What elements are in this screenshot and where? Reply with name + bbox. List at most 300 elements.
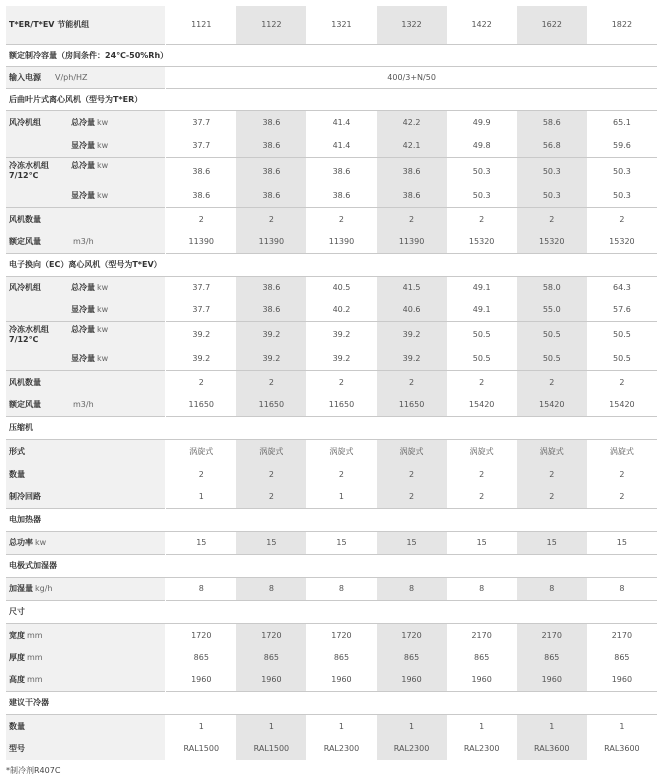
table-cell: 2 [619,469,625,479]
row-label-wrap [9,277,165,299]
table-cell: RAL2300 [377,738,447,760]
row-unit: kw [97,283,109,292]
row-label [6,277,166,300]
section-title: 额定制冷容量（房间条件：24℃-50%Rh） [6,45,657,67]
table-cell: 50.3 [517,185,587,208]
table-cell: 2170 [587,624,657,648]
model-header-cell: 1822 [611,20,633,29]
table-cell: 58.0 [517,277,587,300]
table-cell: 11650 [236,394,306,417]
row-group-label: 形式 [9,446,25,456]
table-cell: RAL3600 [604,744,640,753]
table-cell: 2 [377,486,447,509]
table-cell: 2 [306,371,376,395]
row-group-label: 数量 [9,469,25,479]
table-row [6,158,657,186]
row-sub-label [71,283,108,293]
model-header-cell: 1322 [377,6,447,45]
table-cell: 1720 [306,624,376,648]
table-cell: RAL2300 [323,744,360,753]
table-cell: 2 [517,208,587,232]
table-cell: 11390 [188,237,214,246]
row-group-label: 加湿量 [9,584,33,593]
table-cell: 2 [198,469,204,479]
table-cell: RAL2300 [463,744,500,753]
table-cell: 涡旋式 [306,440,376,464]
footnote: *制冷剂R407C [6,766,61,775]
row-label-wrap [9,348,165,370]
table-row [6,371,657,395]
row-label [6,231,166,254]
table-cell: 55.0 [517,299,587,322]
table-cell: 40.5 [306,277,376,300]
row-sub-label-text: 显冷量 [71,191,95,200]
table-cell: 2 [517,371,587,395]
spec-table [6,6,657,760]
table-cell: 40.6 [377,299,447,322]
table-cell: 50.5 [612,354,631,363]
row-label-wrap [9,371,165,394]
table-cell: 50.3 [472,191,491,200]
section-title: 后曲叶片式离心风机（型号为T*ER） [6,89,657,111]
row-label-wrap [9,440,165,463]
table-cell: RAL3600 [517,738,587,760]
table-cell: 38.6 [192,191,211,200]
row-label-wrap [9,463,165,486]
table-cell: 1 [587,715,657,739]
table-cell: 50.3 [447,158,517,186]
row-label [6,624,166,648]
table-row [6,208,657,232]
table-cell: 11390 [377,231,447,254]
table-cell: 59.6 [612,140,631,150]
row-label-wrap [9,158,165,185]
table-row [6,738,657,760]
table-cell: 1 [306,715,376,739]
table-header-title: T*ER/T*EV 节能机组 [9,20,90,29]
table-cell: 865 [474,653,490,662]
table-cell: 11390 [328,237,355,246]
row-sub-label-text: 总冷量 [71,325,95,334]
table-cell: 15 [447,532,517,555]
row-label [6,486,166,509]
table-cell: 56.8 [517,134,587,158]
row-group-label: 风冷机组 [9,283,41,292]
section-title: 电加热器 [6,509,657,532]
table-cell: 2 [377,463,447,486]
row-label [6,348,166,371]
row-group-label: 额定风量 [9,237,41,246]
row-label-wrap [9,231,165,253]
table-cell: 1960 [331,675,352,684]
table-cell: 2 [236,486,306,509]
row-unit: kw [97,140,109,150]
row-label-wrap [9,624,165,647]
row-group-label: 冷冻水机组 7/12℃ [9,161,49,180]
section-row [6,89,657,111]
table-cell: 42.2 [377,111,447,135]
row-label-wrap [9,486,165,508]
row-label [6,299,166,322]
row-sub-label [71,191,108,201]
table-cell: 涡旋式 [587,440,657,464]
row-label [6,738,166,760]
row-label-wrap [9,738,165,760]
row-group-label: 风机数量 [9,214,41,224]
table-cell: 15320 [468,237,495,246]
row-label [6,67,166,89]
row-unit: kw [97,305,109,314]
table-cell: 1720 [166,624,237,648]
row-unit: mm [27,675,43,684]
table-cell: 39.2 [377,322,447,349]
table-cell: 49.1 [447,277,517,300]
spec-table-body [6,6,657,760]
row-unit: kw [35,538,47,547]
table-cell: 865 [517,647,587,669]
table-cell: 8 [587,578,657,601]
table-cell: 49.9 [447,111,517,135]
row-sub-label-text: 总冷量 [71,161,95,170]
row-label [6,134,166,158]
row-group-label: 额定风量 [9,400,41,409]
row-unit: kw [97,325,109,334]
table-cell: 50.5 [517,322,587,349]
row-label-wrap [9,578,165,600]
row-label [6,715,166,739]
table-cell: 涡旋式 [166,440,237,464]
table-cell: 38.6 [306,158,376,186]
row-label [6,185,166,208]
section-row [6,254,657,277]
table-cell: 15320 [517,231,587,254]
table-cell: 15420 [468,400,495,409]
table-cell: 39.2 [192,354,211,363]
table-cell: 1960 [471,675,492,684]
row-unit: m3/h [73,400,94,409]
table-cell: 37.7 [192,140,211,150]
table-cell: 1 [377,715,447,739]
table-cell: 15 [517,532,587,555]
table-cell: 39.2 [332,354,351,363]
row-group-label: 总功率 [9,538,33,547]
section-row [6,417,657,440]
row-sub-label [71,354,108,364]
table-cell: 38.6 [236,111,306,135]
table-cell: 64.3 [587,277,657,300]
row-label [6,371,166,395]
table-row [6,394,657,417]
table-cell: 1720 [377,624,447,648]
table-cell: 1960 [377,669,447,692]
row-unit: kg/h [35,584,53,593]
table-cell: 38.6 [166,158,237,186]
table-cell: 2 [166,371,237,395]
row-label [6,532,166,555]
table-cell: 865 [377,647,447,669]
table-row [6,134,657,158]
table-cell: 49.1 [472,305,491,314]
table-cell: 39.2 [377,348,447,371]
table-cell: 1 [198,492,204,501]
row-unit: kw [97,354,109,363]
row-sub-label [71,141,108,151]
table-cell: 15 [587,532,657,555]
table-cell: 2 [517,486,587,509]
row-label [6,158,166,186]
row-sub-label [71,325,108,335]
table-row [6,277,657,300]
table-cell: 1 [166,715,237,739]
row-group-label: 制冷回路 [9,492,41,501]
row-group-label: 风冷机组 [9,117,41,127]
row-unit: kw [97,191,109,200]
table-cell: 38.6 [236,277,306,300]
table-cell: 2 [479,469,485,479]
table-cell: 50.5 [472,354,491,363]
table-cell: 42.1 [377,134,447,158]
section-title: 压缩机 [6,417,657,440]
row-label [6,111,166,135]
table-row [6,486,657,509]
table-cell: 涡旋式 [377,440,447,464]
row-unit: kw [97,117,109,127]
table-row [6,532,657,555]
model-header-cell: 1121 [191,20,212,29]
section-title: 电极式加湿器 [6,555,657,578]
table-cell: 8 [306,578,376,601]
table-cell: 11650 [328,400,355,409]
table-cell: 41.4 [332,140,351,150]
model-header-cell: 1622 [517,6,587,45]
table-row [6,440,657,464]
section-row [6,601,657,624]
row-sub-label-text: 显冷量 [71,140,95,150]
table-cell: 2 [236,371,306,395]
model-header-cell: 1422 [471,20,492,29]
table-cell: 38.6 [332,191,351,200]
table-cell: 50.5 [447,322,517,349]
table-cell: 50.5 [587,322,657,349]
table-cell: 38.6 [236,158,306,186]
row-label-wrap [9,715,165,738]
table-cell: 15320 [609,237,635,246]
row-label-wrap [9,111,165,134]
table-cell: 65.1 [587,111,657,135]
table-cell: 1 [236,715,306,739]
table-cell: 11650 [377,394,447,417]
table-cell: 8 [447,578,517,601]
row-sub-label-text: 总冷量 [71,117,95,127]
table-cell: 2 [479,492,485,501]
section-row [6,692,657,715]
table-cell: 2 [587,208,657,232]
table-cell: 15420 [517,394,587,417]
row-label-wrap [9,669,165,691]
row-sub-label-text: 总冷量 [71,283,95,292]
table-cell: 2 [306,208,376,232]
row-sub-label-text: 显冷量 [71,354,95,363]
row-group-label: 高度 [9,675,25,684]
row-unit: V/ph/HZ [55,72,88,82]
row-sub-label [71,161,108,171]
table-cell: 57.6 [612,305,631,314]
table-cell: 50.3 [517,158,587,186]
row-label-wrap [9,134,165,157]
table-cell: 37.7 [166,277,237,300]
table-cell: RAL1500 [183,744,220,753]
row-group-label: 风机数量 [9,377,41,387]
row-label [6,647,166,669]
table-row [6,6,657,45]
table-cell: 1960 [517,669,587,692]
row-label-text: 输入电源 [9,72,41,82]
section-title: 电子换向（EC）离心风机（型号为T*EV） [6,254,657,277]
table-cell: 2 [447,208,517,232]
table-cell: 15 [166,532,237,555]
row-label [6,463,166,486]
row-label [6,208,166,232]
table-cell: 39.2 [166,322,237,349]
row-label-wrap [9,647,165,669]
table-cell: 58.6 [517,111,587,135]
table-row [6,669,657,692]
table-cell: 2 [377,208,447,232]
row-unit: m3/h [73,237,94,246]
table-cell: 涡旋式 [236,440,306,464]
row-group-label: 冷冻水机组 7/12℃ [9,325,49,344]
table-cell: 2170 [517,624,587,648]
table-cell: 1960 [236,669,306,692]
table-cell: 2 [236,208,306,232]
row-label [6,6,166,45]
row-label [6,394,166,417]
table-row [6,578,657,601]
table-cell: 39.2 [306,322,376,349]
table-cell: 15 [377,532,447,555]
table-cell: RAL1500 [236,738,306,760]
table-cell: 15420 [609,400,635,409]
table-cell: 涡旋式 [517,440,587,464]
row-label [6,440,166,464]
section-row [6,45,657,67]
row-group-label: 宽度 [9,630,25,640]
table-cell: 38.6 [377,185,447,208]
table-cell: 11390 [236,231,306,254]
table-cell: 2 [166,208,237,232]
table-row [6,322,657,349]
row-unit: kw [97,161,109,170]
table-row [6,231,657,254]
row-label-wrap [9,394,165,416]
table-cell: 涡旋式 [447,440,517,464]
table-cell: 865 [236,647,306,669]
table-cell: 50.3 [587,158,657,186]
table-cell: 15 [306,532,376,555]
table-row [6,348,657,371]
table-cell: 41.5 [377,277,447,300]
model-header-cell: 1321 [331,20,352,29]
table-cell: 41.4 [306,111,376,135]
table-cell: 2 [338,469,345,479]
row-group-label: 型号 [9,744,25,753]
table-cell: 865 [193,653,209,662]
row-sub-label-text: 显冷量 [71,305,95,314]
row-group-label: 厚度 [9,653,25,662]
table-cell: 865 [614,653,630,662]
table-cell: 8 [377,578,447,601]
table-cell: 39.2 [236,348,306,371]
table-cell: 49.8 [472,140,491,150]
row-label [6,322,166,349]
table-cell: 8 [236,578,306,601]
row-sub-label [71,305,108,315]
row-group-label: 数量 [9,721,25,731]
table-cell: 2 [517,463,587,486]
table-cell: 2 [587,371,657,395]
table-row [6,647,657,669]
row-label-wrap [9,322,165,348]
table-row [6,185,657,208]
table-cell: 1720 [236,624,306,648]
model-header-cell: 1122 [236,6,306,45]
table-cell: 1960 [191,675,212,684]
table-cell: 37.7 [166,111,237,135]
row-label-wrap [9,208,165,231]
table-cell: 865 [333,653,350,662]
row-unit: mm [27,630,43,640]
table-cell: 2 [236,463,306,486]
row-sub-label [71,118,108,128]
row-label-wrap [9,6,165,44]
table-row [6,715,657,739]
table-cell: 8 [166,578,237,601]
table-cell: 38.6 [236,299,306,322]
table-cell: 40.2 [332,305,351,314]
section-title: 尺寸 [6,601,657,624]
table-cell: 1960 [611,675,633,684]
row-label-wrap [9,185,165,207]
table-cell: 2 [447,371,517,395]
table-cell: 38.6 [236,134,306,158]
table-cell: 50.5 [517,348,587,371]
table-cell: 39.2 [236,322,306,349]
table-cell: 1 [338,492,345,501]
table-cell: 2 [619,492,625,501]
row-unit: mm [27,653,43,662]
table-cell: 2170 [447,624,517,648]
row-label [6,578,166,601]
row-label-wrap [9,299,165,321]
table-row [6,111,657,135]
row-label [6,669,166,692]
table-cell: 38.6 [236,185,306,208]
table-cell: 15 [236,532,306,555]
table-cell: 8 [517,578,587,601]
table-cell: 50.3 [612,191,631,200]
section-row [6,555,657,578]
table-row [6,299,657,322]
section-title: 建议干冷器 [6,692,657,715]
table-row [6,67,657,89]
row-label-wrap [9,532,165,554]
table-cell: 11650 [188,400,214,409]
table-cell: 2 [377,371,447,395]
table-cell: 1 [517,715,587,739]
table-cell: 1 [447,715,517,739]
merged-value: 400/3+N/50 [387,72,436,82]
table-cell: 37.7 [192,305,211,314]
